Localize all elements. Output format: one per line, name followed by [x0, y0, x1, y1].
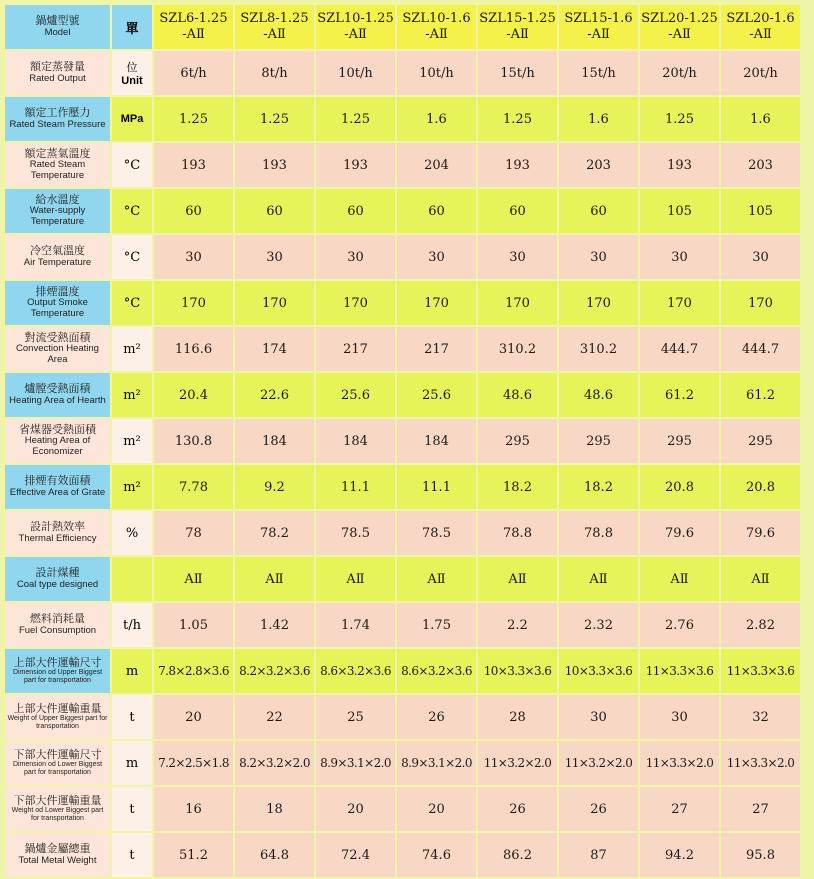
value-cell: 10t/h — [397, 51, 476, 95]
value-cell: AⅡ — [154, 557, 233, 601]
row-label-en: Weight of Upper Biggest part for transportation — [7, 715, 108, 731]
value-cell: 8.9×3.1×2.0 — [316, 741, 395, 785]
spec-row — [5, 143, 800, 187]
model-header-1 — [154, 5, 233, 49]
row-label-en: Weight od Lower Biggest part for transportation — [11, 807, 104, 823]
value-cell: 217 — [397, 327, 476, 371]
value-cell: 27 — [721, 787, 800, 831]
row-label-en: Dimension od Upper Biggest part for transportation — [12, 669, 103, 685]
value-cell: 11.1 — [397, 465, 476, 509]
value-cell: AⅡ — [397, 557, 476, 601]
spec-row — [5, 511, 800, 555]
spec-row — [5, 51, 800, 95]
row-label-zh: 爐膛受熱面積 — [24, 383, 91, 396]
row-unit: MPa — [112, 97, 152, 141]
row-unit: °C — [112, 235, 152, 279]
value-cell: 11×3.2×2.0 — [559, 741, 638, 785]
value-cell: 295 — [559, 419, 638, 463]
model-name-line1: SZL10-1.6 — [402, 11, 471, 27]
value-cell: 20t/h — [721, 51, 800, 95]
model-label-en: Model — [44, 26, 71, 38]
model-header-cell — [5, 5, 110, 49]
value-cell: 51.2 — [154, 833, 233, 877]
value-cell: 193 — [640, 143, 719, 187]
model-name-line2: -AⅡ — [344, 27, 367, 42]
value-cell: 1.05 — [154, 603, 233, 647]
row-label-zh: 下部大件運輸重量 — [13, 794, 102, 807]
value-cell: 9.2 — [235, 465, 314, 509]
value-cell: 1.25 — [640, 97, 719, 141]
model-label-zh: 鍋爐型號 — [35, 15, 80, 28]
value-cell: AⅡ — [316, 557, 395, 601]
value-cell: 170 — [721, 281, 800, 325]
value-cell: 20.8 — [721, 465, 800, 509]
value-cell: 22.6 — [235, 373, 314, 417]
model-name-line2: -AⅡ — [668, 27, 691, 42]
row-label — [5, 511, 110, 555]
value-cell: 28 — [478, 695, 557, 739]
value-cell: 7.8×2.8×3.6 — [154, 649, 233, 693]
model-header-7 — [640, 5, 719, 49]
value-cell: 16 — [154, 787, 233, 831]
row-label-en: Convection Heating Area — [16, 343, 99, 366]
value-cell: 60 — [397, 189, 476, 233]
row-label — [5, 327, 110, 371]
row-unit: t/h — [112, 603, 152, 647]
row-unit — [112, 557, 152, 601]
value-cell: 1.25 — [316, 97, 395, 141]
row-label-en: Dimension od Lower Biggest part for transportation — [12, 761, 103, 777]
value-cell: 1.75 — [397, 603, 476, 647]
row-label-zh: 對流受熱面積 — [24, 331, 91, 344]
value-cell: 204 — [397, 143, 476, 187]
row-label-zh: 上部大件運輸尺寸 — [13, 656, 102, 669]
value-cell: 30 — [721, 235, 800, 279]
row-label-zh: 燃料消耗量 — [30, 613, 85, 626]
row-unit: m² — [112, 373, 152, 417]
row-unit: °C — [112, 143, 152, 187]
row-label — [5, 557, 110, 601]
row-label-en: Total Metal Weight — [18, 854, 97, 866]
value-cell: 295 — [721, 419, 800, 463]
value-cell: 18.2 — [478, 465, 557, 509]
value-cell: 61.2 — [721, 373, 800, 417]
row-label — [5, 603, 110, 647]
value-cell: 20.8 — [640, 465, 719, 509]
value-cell: 48.6 — [559, 373, 638, 417]
value-cell: 20 — [397, 787, 476, 831]
spec-row — [5, 419, 800, 463]
value-cell: 10×3.3×3.6 — [559, 649, 638, 693]
value-cell: 20 — [316, 787, 395, 831]
value-cell: 1.25 — [235, 97, 314, 141]
spec-row — [5, 833, 800, 877]
row-label — [5, 189, 110, 233]
value-cell: 78 — [154, 511, 233, 555]
value-cell: 203 — [721, 143, 800, 187]
value-cell: 444.7 — [640, 327, 719, 371]
value-cell: 2.32 — [559, 603, 638, 647]
spec-row — [5, 787, 800, 831]
row-unit: m² — [112, 419, 152, 463]
spec-row — [5, 373, 800, 417]
value-cell: 170 — [154, 281, 233, 325]
model-header-3 — [316, 5, 395, 49]
value-cell: 60 — [316, 189, 395, 233]
row-label-en: Heating Area of Economizer — [24, 435, 91, 458]
value-cell: 64.8 — [235, 833, 314, 877]
value-cell: 30 — [640, 235, 719, 279]
row-unit: t — [112, 695, 152, 739]
model-name-line2: -AⅡ — [749, 27, 772, 42]
value-cell: 184 — [235, 419, 314, 463]
model-name-line1: SZL10-1.25 — [317, 11, 394, 27]
model-name-line2: -AⅡ — [263, 27, 286, 42]
value-cell: 79.6 — [721, 511, 800, 555]
value-cell: 2.76 — [640, 603, 719, 647]
value-cell: 78.8 — [559, 511, 638, 555]
value-cell: 27 — [640, 787, 719, 831]
spec-row — [5, 741, 800, 785]
spec-row — [5, 97, 800, 141]
row-label — [5, 465, 110, 509]
row-label-en: Rated Steam Temperature — [29, 159, 86, 182]
header-row — [5, 5, 800, 49]
row-label — [5, 649, 110, 693]
row-label-zh: 額定工作壓力 — [24, 107, 91, 120]
value-cell: 193 — [478, 143, 557, 187]
value-cell: 11.1 — [316, 465, 395, 509]
model-name-line2: -AⅡ — [587, 27, 610, 42]
value-cell: 95.8 — [721, 833, 800, 877]
value-cell: 30 — [235, 235, 314, 279]
value-cell: 170 — [640, 281, 719, 325]
value-cell: 86.2 — [478, 833, 557, 877]
value-cell: 310.2 — [559, 327, 638, 371]
row-label — [5, 97, 110, 141]
value-cell: 30 — [154, 235, 233, 279]
value-cell: AⅡ — [640, 557, 719, 601]
value-cell: 1.25 — [154, 97, 233, 141]
row-label — [5, 143, 110, 187]
row-label-zh: 省煤器受熱面積 — [19, 423, 96, 436]
row-label-zh: 給水溫度 — [35, 193, 80, 206]
value-cell: 74.6 — [397, 833, 476, 877]
value-cell: 105 — [640, 189, 719, 233]
value-cell: 25 — [316, 695, 395, 739]
row-label — [5, 419, 110, 463]
value-cell: 60 — [478, 189, 557, 233]
value-cell: 78.5 — [397, 511, 476, 555]
row-label-zh: 上部大件運輸重量 — [13, 702, 102, 715]
model-name-line2: -AⅡ — [506, 27, 529, 42]
value-cell: 30 — [478, 235, 557, 279]
row-label-zh: 下部大件運輸尺寸 — [13, 748, 102, 761]
row-label-zh: 設計煤種 — [35, 567, 80, 580]
row-unit: t — [112, 787, 152, 831]
row-unit: °C — [112, 281, 152, 325]
model-name-line2: -AⅡ — [425, 27, 448, 42]
model-name-line1: SZL20-1.25 — [641, 11, 718, 27]
value-cell: 60 — [235, 189, 314, 233]
row-unit: °C — [112, 189, 152, 233]
row-label-en: Rated Steam Pressure — [9, 118, 106, 130]
value-cell: 2.2 — [478, 603, 557, 647]
value-cell: 174 — [235, 327, 314, 371]
row-label-en: Rated Output — [29, 72, 86, 84]
value-cell: 116.6 — [154, 327, 233, 371]
spec-row — [5, 649, 800, 693]
value-cell: 30 — [559, 695, 638, 739]
row-label — [5, 833, 110, 877]
value-cell: 444.7 — [721, 327, 800, 371]
value-cell: 72.4 — [316, 833, 395, 877]
row-unit: m — [112, 741, 152, 785]
value-cell: 10×3.3×3.6 — [478, 649, 557, 693]
spec-row — [5, 235, 800, 279]
row-label-en: Thermal Efficiency — [18, 532, 97, 544]
value-cell: 11×3.2×2.0 — [478, 741, 557, 785]
model-name-line1: SZL8-1.25 — [240, 11, 309, 27]
value-cell: 20t/h — [640, 51, 719, 95]
value-cell: 130.8 — [154, 419, 233, 463]
value-cell: 20 — [154, 695, 233, 739]
row-unit: t — [112, 833, 152, 877]
value-cell: 79.6 — [640, 511, 719, 555]
value-cell: 94.2 — [640, 833, 719, 877]
row-label — [5, 373, 110, 417]
model-name-line1: SZL15-1.25 — [479, 11, 556, 27]
value-cell: 170 — [559, 281, 638, 325]
value-cell: 6t/h — [154, 51, 233, 95]
row-label — [5, 235, 110, 279]
model-name-line1: SZL6-1.25 — [159, 11, 228, 27]
spec-row — [5, 189, 800, 233]
value-cell: 48.6 — [478, 373, 557, 417]
row-label — [5, 51, 110, 95]
value-cell: 18.2 — [559, 465, 638, 509]
boiler-spec-table — [3, 3, 802, 879]
value-cell: AⅡ — [559, 557, 638, 601]
value-cell: 18 — [235, 787, 314, 831]
model-name-line1: SZL15-1.6 — [564, 11, 633, 27]
value-cell: 170 — [235, 281, 314, 325]
value-cell: 11×3.3×2.0 — [721, 741, 800, 785]
value-cell: 170 — [397, 281, 476, 325]
value-cell: 8.6×3.2×3.6 — [316, 649, 395, 693]
value-cell: 20.4 — [154, 373, 233, 417]
row-label-zh: 設計熱效率 — [30, 521, 85, 534]
value-cell: 11×3.3×2.0 — [640, 741, 719, 785]
value-cell: 7.2×2.5×1.8 — [154, 741, 233, 785]
value-cell: 1.6 — [559, 97, 638, 141]
spec-row — [5, 695, 800, 739]
row-unit: % — [112, 511, 152, 555]
value-cell: AⅡ — [235, 557, 314, 601]
value-cell: AⅡ — [478, 557, 557, 601]
model-header-4 — [397, 5, 476, 49]
row-unit-zh: 位 — [126, 62, 138, 74]
value-cell: 26 — [559, 787, 638, 831]
value-cell: 8.2×3.2×3.6 — [235, 649, 314, 693]
value-cell: 78.8 — [478, 511, 557, 555]
value-cell: 26 — [397, 695, 476, 739]
value-cell: 15t/h — [478, 51, 557, 95]
row-label-en: Effective Area of Grate — [9, 486, 106, 498]
value-cell: 22 — [235, 695, 314, 739]
value-cell: 170 — [478, 281, 557, 325]
value-cell: 184 — [316, 419, 395, 463]
row-label-en: Output Smoke Temperature — [27, 297, 88, 320]
value-cell: 30 — [640, 695, 719, 739]
value-cell: 25.6 — [397, 373, 476, 417]
value-cell: 7.78 — [154, 465, 233, 509]
value-cell: 32 — [721, 695, 800, 739]
value-cell: 310.2 — [478, 327, 557, 371]
value-cell: 193 — [316, 143, 395, 187]
row-label-zh: 冷空氣溫度 — [30, 245, 85, 258]
value-cell: 30 — [316, 235, 395, 279]
model-name-line1: SZL20-1.6 — [726, 11, 795, 27]
value-cell: 1.6 — [397, 97, 476, 141]
value-cell: 26 — [478, 787, 557, 831]
row-label-zh: 排煙溫度 — [35, 285, 80, 298]
value-cell: 8t/h — [235, 51, 314, 95]
value-cell: 8.2×3.2×2.0 — [235, 741, 314, 785]
row-label — [5, 787, 110, 831]
value-cell: 105 — [721, 189, 800, 233]
value-cell: 11×3.3×3.6 — [721, 649, 800, 693]
row-label-en: Water-supply Temperature — [29, 205, 86, 228]
row-unit: m — [112, 649, 152, 693]
model-header-6 — [559, 5, 638, 49]
model-name-line2: -AⅡ — [182, 27, 205, 42]
row-label — [5, 695, 110, 739]
row-label — [5, 281, 110, 325]
value-cell: 25.6 — [316, 373, 395, 417]
spec-row — [5, 281, 800, 325]
row-label-en: Heating Area of Hearth — [9, 394, 106, 406]
value-cell: 1.42 — [235, 603, 314, 647]
value-cell: 217 — [316, 327, 395, 371]
unit-header-cell: 單 — [112, 5, 152, 49]
value-cell: 8.6×3.2×3.6 — [397, 649, 476, 693]
spec-row — [5, 327, 800, 371]
value-cell: 1.25 — [478, 97, 557, 141]
row-label-en: Air Temperature — [23, 256, 92, 268]
value-cell: 1.6 — [721, 97, 800, 141]
value-cell: 193 — [235, 143, 314, 187]
value-cell: 193 — [154, 143, 233, 187]
row-unit-en: Unit — [121, 75, 143, 87]
value-cell: 15t/h — [559, 51, 638, 95]
value-cell: 61.2 — [640, 373, 719, 417]
value-cell: 60 — [559, 189, 638, 233]
value-cell: 11×3.3×3.6 — [640, 649, 719, 693]
value-cell: AⅡ — [721, 557, 800, 601]
value-cell: 30 — [559, 235, 638, 279]
model-header-5 — [478, 5, 557, 49]
value-cell: 60 — [154, 189, 233, 233]
row-label-zh: 排煙有效面積 — [24, 475, 91, 488]
model-header-2 — [235, 5, 314, 49]
row-label-zh: 鍋爐金屬總重 — [24, 843, 91, 856]
model-header-8 — [721, 5, 800, 49]
value-cell: 184 — [397, 419, 476, 463]
value-cell: 78.5 — [316, 511, 395, 555]
value-cell: 295 — [478, 419, 557, 463]
row-unit: m² — [112, 327, 152, 371]
spec-row — [5, 465, 800, 509]
row-label-en: Coal type designed — [16, 578, 99, 590]
value-cell: 30 — [397, 235, 476, 279]
value-cell: 8.9×3.1×2.0 — [397, 741, 476, 785]
value-cell: 78.2 — [235, 511, 314, 555]
row-label — [5, 741, 110, 785]
row-label-zh: 額定蒸發量 — [30, 61, 85, 74]
row-label-zh: 額定蒸氣溫度 — [24, 147, 91, 160]
value-cell: 2.82 — [721, 603, 800, 647]
row-unit: m² — [112, 465, 152, 509]
value-cell: 295 — [640, 419, 719, 463]
row-label-en: Fuel Consumption — [18, 624, 97, 636]
row-unit — [112, 51, 152, 95]
value-cell: 170 — [316, 281, 395, 325]
spec-row — [5, 603, 800, 647]
value-cell: 10t/h — [316, 51, 395, 95]
value-cell: 87 — [559, 833, 638, 877]
value-cell: 1.74 — [316, 603, 395, 647]
spec-row — [5, 557, 800, 601]
value-cell: 203 — [559, 143, 638, 187]
